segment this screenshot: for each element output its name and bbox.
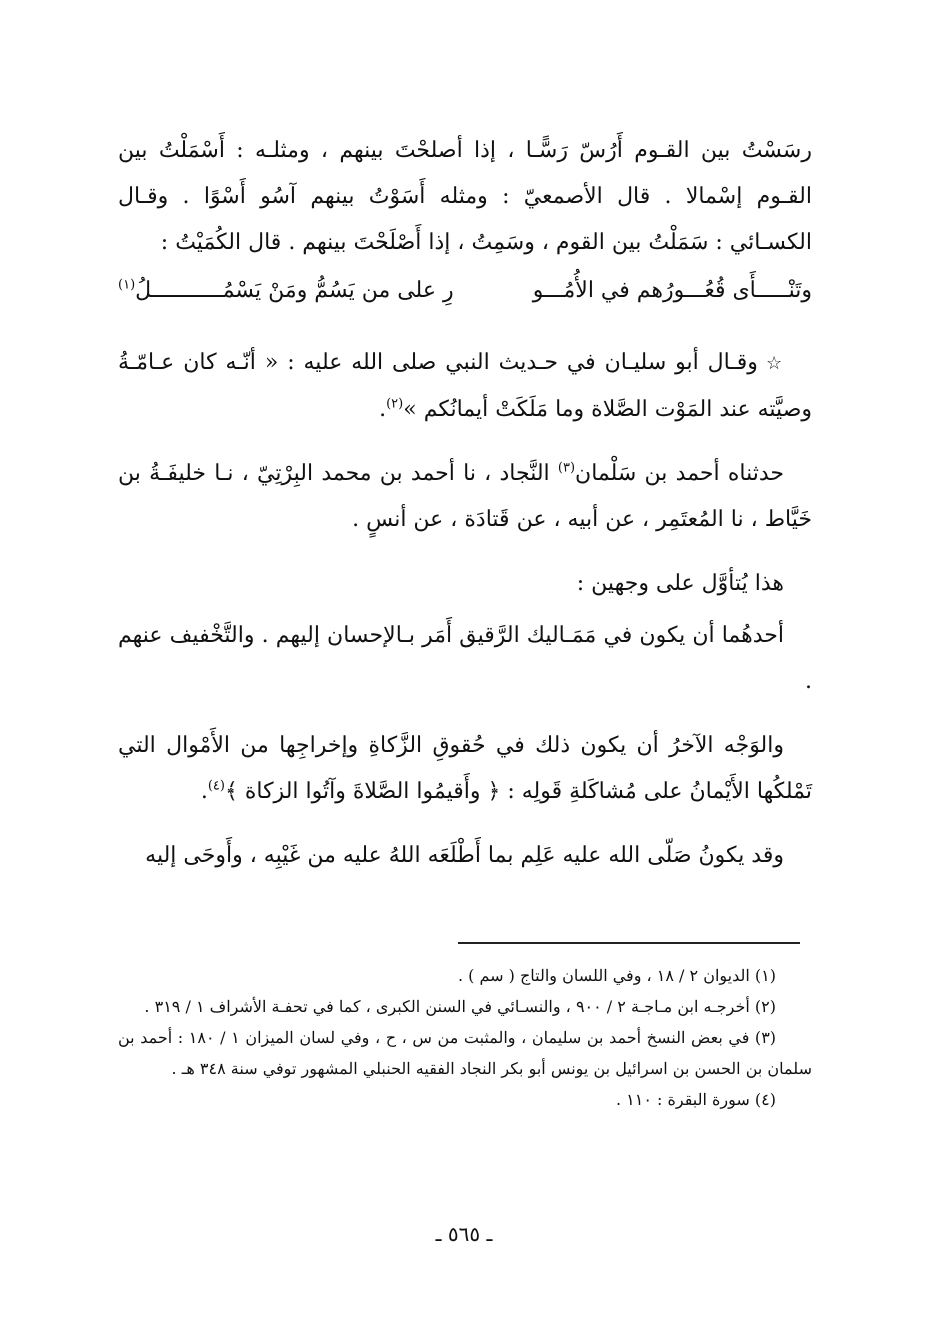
paragraph-3-text-b: النَّجاد ، نا أحمد بن محمد البِرْتِيّ ، نـا خليفَـةُ بن خَيَّاط ، نا المُعتَمِر ، عن أبيه ، عن قَتادَة ، عن أنسٍ .: [118, 461, 812, 532]
paragraph-5: [118, 613, 812, 705]
footnote-2: (٢) أخرجـه ابن مـاجـة ٢ / ٩٠٠ ، والنسـائي في السنن الكبرى ، كما في تحفـة الأشراف ١ / ٣١٩ .: [144, 997, 776, 1016]
paragraph-2-text: وقـال أبو سليـان في حـديث النبي صلى الله عليه : « أنّـه كان عـامّـةُ وصيَّته عند المَوْت الصَّلاة وما مَلَكَتْ أيمانُكم »: [118, 350, 812, 422]
footnotes-block: [118, 960, 812, 1115]
footnote-1: (١) الديوان ٢ / ١٨ ، وفي اللسان والتاج ( سم ) .: [457, 966, 776, 985]
footnote-4: (٤) سورة البقرة : ١١٠ .: [615, 1090, 776, 1109]
star-icon: ☆: [765, 353, 784, 374]
paragraph-3: [118, 451, 812, 543]
poetry-verse: [118, 268, 812, 314]
verse-first-hemistich: وتَنْـــــأَى قُعُـــورُهم في الأُمُـــو: [532, 278, 812, 303]
footnote-ref-3: (٣): [557, 460, 576, 476]
paragraph-2: [118, 340, 812, 433]
footnote-ref-2: (٢): [386, 396, 404, 412]
paragraph-6-end: .: [200, 779, 208, 804]
paragraph-4-text: هذا يُتأوَّل على وجهين :: [576, 571, 784, 596]
paragraph-3-text-a: حدثناه أحمد بن سَلْمان: [575, 461, 784, 486]
paragraph-4: [118, 561, 812, 607]
verse-second-hemistich-text: رِ على من يَسُمُّ ومَنْ يَسْمُـــــــــــلُ: [135, 278, 454, 303]
paragraph-1: [118, 128, 812, 266]
paragraph-1-text: رسَسْتُ بين القـوم أَرُسّ رَسًّـا ، إذا أصلحْتَ بينهم ، ومثلـه : أَسْمَلْتُ بين القـوم إسْمالا . قال الأصمعيّ : ومثله أَسَوْتُ بينهم آسُو أَسْوًا . وقـال الكسـائي : سَمَلْتُ بين القوم ، وسَمِتُ ، إذا أَصْلَحْتَ بينهم . قال الكُمَيْتُ :: [118, 138, 812, 255]
verse-second-hemistich: [118, 268, 454, 314]
footnote-ref-4: (٤): [207, 778, 225, 794]
page-number: ـ ٥٦٥ ـ: [435, 1222, 493, 1246]
paragraph-7: [118, 833, 812, 879]
paragraph-6-text: والوَجْه الآخرُ أن يكون ذلك في حُقوقِ الزَّكاةِ وإخراجِها من الأَمْوال التي تَمْلكُها الأَيْمانُ على مُشاكَلةِ قَولِه : ﴿ وأَقيمُوا الصَّلاةَ وآتُوا الزكاة ﴾: [118, 733, 812, 804]
footnote-ref-1: (١): [118, 277, 136, 293]
paragraph-5-text: أحدهُما أن يكون في مَمَـاليك الرَّقيق أَمَر بـالإحسان إليهم . والتَّخْفيف عنهم .: [118, 623, 812, 694]
footnote-3: (٣) في بعض النسخ أحمد بن سليمان ، والمثبت من س ، ح ، وفي لسان الميزان ١ / ١٨٠ : أحمد بن سلمان بن الحسن بن اسرائيل بن يونس أبو بكر النجاد الفقيه الحنبلي المشهور توفي سنة ٣٤٨ هـ .: [118, 1028, 812, 1078]
footnote-separator: [458, 942, 800, 944]
paragraph-6: [118, 723, 812, 815]
main-text-block: [118, 128, 812, 879]
paragraph-7-text: وقد يكونُ صَلّى الله عليه عَلِم بما أَطْلَعَه اللهُ عليه من غَيْبِه ، وأَوحَى إليه: [145, 843, 784, 868]
paragraph-2-end: .: [379, 397, 387, 422]
